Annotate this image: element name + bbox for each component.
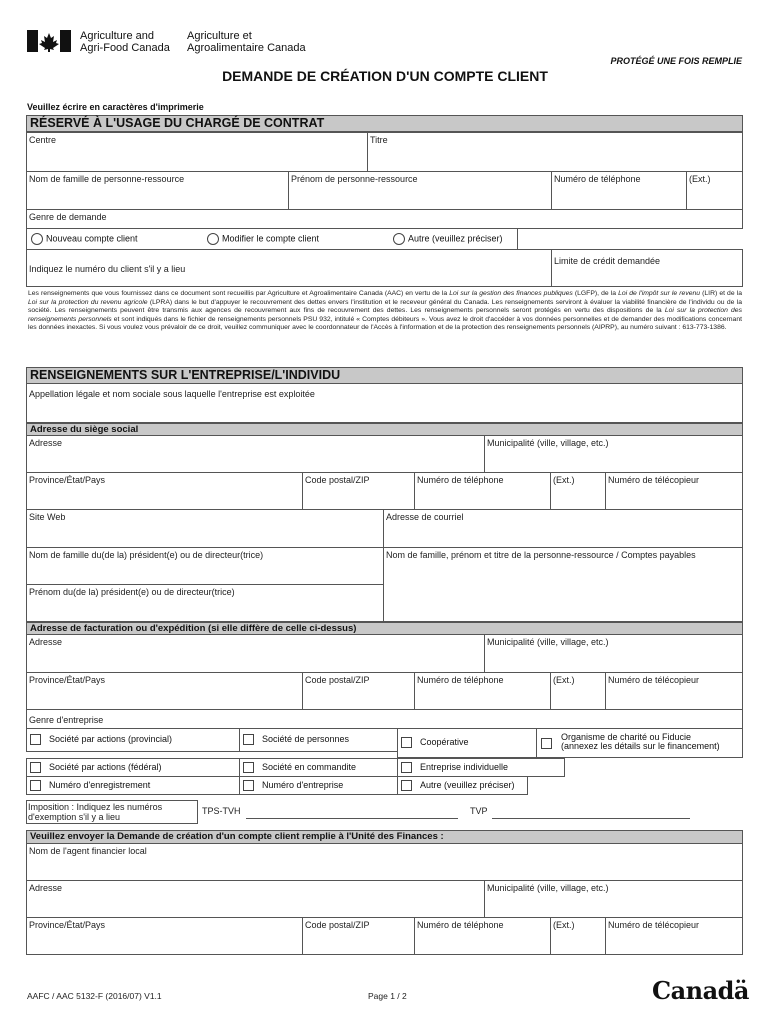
titre-label: Titre (370, 135, 388, 145)
fin-address-label: Adresse (29, 883, 63, 893)
client-number-label: Indiquez le numéro du client s'il y a lieu (29, 264, 186, 274)
privacy-text-1: Les renseignements que vous fournissez dans ce document sont recueillis par Agriculture et Agroalimentaire Canada (AAC) en vertu de la (28, 290, 450, 297)
bill-phone-field[interactable] (414, 672, 551, 710)
privacy-law-3: Loi sur la protection du revenu agricole (28, 298, 148, 306)
privacy-text-4: (LPRA) dans le but d'appuyer le recouvrement des dettes envers l'institution et le receveur général du Canada. Les renseignements serviront à évaluer la viabilité financière de l'individu ou de la société. Les renseignements peuvent être transmis aux agences de recouvrement aux fins de recouvrement des dettes. Les renseignements personnels seront protégés en vertu des dispositions de la (28, 298, 742, 315)
radio-icon[interactable] (31, 233, 43, 245)
bill-fax-field[interactable] (605, 672, 743, 710)
fin-fax-label: Numéro de télécopieur (608, 920, 700, 930)
privacy-text-5: et sont indiqués dans le fichier de renseignements personnels PSU 932, intitulé « Comptes débiteurs ». Vous avez le droit d'accéder à vos données personnelles et de demander des modifications concernant les données inexactes. Si vous voulez vous prévaloir de ce droit, veuillez communiquer avec le coordonnateur de l'Accès à l'information et de la protection des renseignements personnels (AIPRP), au numéro suivant : 613-773-1386. (28, 315, 742, 332)
checkbox-icon[interactable] (541, 738, 552, 749)
contact-lastname-field[interactable] (26, 171, 289, 210)
contact-lastname-label: Nom de famille de personne-ressource (29, 174, 185, 184)
fin-address-field[interactable] (26, 880, 485, 918)
fin-municipality-field[interactable] (484, 880, 743, 918)
bill-address-field[interactable] (26, 634, 485, 673)
section-business-title: RENSEIGNEMENTS SUR L'ENTREPRISE/L'INDIVIDU (26, 367, 743, 384)
agency-en-line2: Agri-Food Canada (80, 42, 170, 54)
privacy-text-2: (LGFP), de la (572, 290, 619, 297)
fin-municipality-label: Municipalité (ville, village, etc.) (487, 883, 609, 893)
ho-fax-label: Numéro de télécopieur (608, 475, 700, 485)
canada-flag-icon (27, 30, 71, 52)
privacy-law-2: Loi de l'impôt sur le revenu (618, 290, 701, 297)
tax-exemption-line1: Imposition : Indiquez les numéros (28, 802, 163, 812)
bill-fax-label: Numéro de télécopieur (608, 675, 700, 685)
fin-fax-field[interactable] (605, 917, 743, 955)
option-organisme-line1: Organisme de charité ou Fiducie (561, 732, 692, 742)
section-reserved-title: RÉSERVÉ À L'USAGE DU CHARGÉ DE CONTRAT (26, 115, 743, 132)
gst-hst-label: TPS-TVH (202, 806, 241, 816)
option-autre-entreprise: Autre (veuillez préciser) (420, 780, 515, 790)
credit-limit-label: Limite de crédit demandée (554, 256, 661, 266)
form-identifier: AAFC / AAC 5132-F (2016/07) V1.1 (27, 991, 162, 1001)
checkbox-icon[interactable] (401, 780, 412, 791)
checkbox-icon[interactable] (401, 762, 412, 773)
fin-province-field[interactable] (26, 917, 303, 955)
option-sap-federal: Société par actions (fédéral) (49, 762, 162, 772)
ho-ext-field[interactable] (550, 472, 606, 510)
business-type-label: Genre d'entreprise (29, 715, 104, 725)
bill-ext-label: (Ext.) (553, 675, 575, 685)
ho-phone-label: Numéro de téléphone (417, 475, 504, 485)
checkbox-icon[interactable] (401, 737, 412, 748)
fin-ext-field[interactable] (550, 917, 606, 955)
option-modifier[interactable] (207, 233, 319, 245)
pst-input[interactable] (492, 818, 690, 819)
pst-label: TVP (470, 806, 488, 816)
billing-address-title: Adresse de facturation ou d'expédition (si elle diffère de celle ci-dessus) (26, 622, 743, 635)
fin-postal-field[interactable] (302, 917, 415, 955)
agency-name-en (80, 30, 170, 54)
contact-firstname-field[interactable] (288, 171, 552, 210)
titre-field[interactable] (367, 132, 743, 172)
credit-limit-field[interactable] (551, 249, 743, 287)
contact-ext-field[interactable] (686, 171, 743, 210)
option-commandite: Société en commandite (262, 762, 357, 772)
option-enregistrement: Numéro d'enregistrement (49, 780, 151, 790)
bill-address-label: Adresse (29, 637, 63, 647)
email-field[interactable] (383, 509, 743, 548)
president-firstname-field[interactable] (26, 584, 384, 622)
finance-agent-field[interactable] (26, 843, 743, 881)
agency-en-line1: Agriculture and (80, 30, 154, 42)
agency-fr-line1: Agriculture et (187, 30, 252, 42)
privacy-law-1: Loi sur la gestion des finances publiques (449, 290, 573, 297)
ho-address-field[interactable] (26, 435, 485, 473)
email-label: Adresse de courriel (386, 512, 464, 522)
legal-name-field[interactable] (26, 383, 743, 423)
option-autre-label: Autre (veuillez préciser) (408, 233, 503, 244)
fin-postal-label: Code postal/ZIP (305, 920, 370, 930)
send-to-title: Veuillez envoyer la Demande de création d'un compte client remplie à l'Unité des Finances : (26, 830, 743, 844)
ho-postal-label: Code postal/ZIP (305, 475, 370, 485)
radio-icon[interactable] (393, 233, 405, 245)
option-individuelle: Entreprise individuelle (420, 762, 509, 772)
request-type-label: Genre de demande (29, 212, 107, 222)
finance-agent-label: Nom de l'agent financier local (29, 846, 147, 856)
option-modifier-label: Modifier le compte client (222, 233, 320, 244)
gst-hst-input[interactable] (246, 818, 458, 819)
ho-province-label: Province/État/Pays (29, 475, 106, 485)
option-cooperative: Coopérative (420, 737, 469, 747)
fin-phone-field[interactable] (414, 917, 551, 955)
option-organisme-line2: (annexez les détails sur le financement) (561, 741, 720, 751)
ho-ext-label: (Ext.) (553, 475, 575, 485)
bill-province-label: Province/État/Pays (29, 675, 106, 685)
checkbox-icon[interactable] (30, 762, 41, 773)
checkbox-icon[interactable] (30, 780, 41, 791)
contact-firstname-label: Prénom de personne-ressource (291, 174, 418, 184)
payables-contact-field[interactable] (383, 547, 743, 622)
business-type-row (26, 709, 743, 729)
legal-name-label: Appellation légale et nom sociale sous laquelle l'entreprise est exploitée (29, 389, 315, 399)
radio-icon[interactable] (207, 233, 219, 245)
bill-postal-field[interactable] (302, 672, 415, 710)
canada-wordmark: Canadä (652, 976, 749, 1005)
request-type-row (26, 209, 743, 229)
agency-name-fr (187, 30, 306, 54)
payables-contact-label: Nom de famille, prénom et titre de la personne-ressource / Comptes payables (386, 550, 696, 560)
protected-label: PROTÉGÉ UNE FOIS REMPLIE (610, 56, 742, 66)
form-title: DEMANDE DE CRÉATION D'UN COMPTE CLIENT (222, 68, 548, 84)
contact-ext-label: (Ext.) (689, 174, 711, 184)
bill-municipality-label: Municipalité (ville, village, etc.) (487, 637, 609, 647)
contact-phone-label: Numéro de téléphone (554, 174, 641, 184)
ho-phone-field[interactable] (414, 472, 551, 510)
bill-postal-label: Code postal/ZIP (305, 675, 370, 685)
centre-label: Centre (29, 135, 57, 145)
privacy-law-4: Loi sur la protection des renseignements personnels (28, 307, 742, 323)
checkbox-icon[interactable] (243, 734, 254, 745)
centre-field[interactable] (26, 132, 368, 172)
bill-ext-field[interactable] (550, 672, 606, 710)
print-instruction: Veuillez écrire en caractères d'imprimerie (27, 102, 204, 112)
page-number: Page 1 / 2 (368, 991, 407, 1001)
president-firstname-label: Prénom du(de la) président(e) ou de directeur(trice) (29, 587, 235, 597)
option-num-entreprise: Numéro d'entreprise (262, 780, 344, 790)
checkbox-icon[interactable] (243, 780, 254, 791)
option-autre[interactable] (393, 233, 503, 245)
head-office-title: Adresse du siège social (26, 423, 743, 436)
fin-ext-label: (Ext.) (553, 920, 575, 930)
checkbox-icon[interactable] (30, 734, 41, 745)
ho-municipality-field[interactable] (484, 435, 743, 473)
ho-province-field[interactable] (26, 472, 303, 510)
checkbox-icon[interactable] (243, 762, 254, 773)
contact-phone-field[interactable] (551, 171, 687, 210)
ho-fax-field[interactable] (605, 472, 743, 510)
bill-province-field[interactable] (26, 672, 303, 710)
tax-exemption-line2: d'exemption s'il y a lieu (28, 812, 120, 822)
president-lastname-label: Nom de famille du(de la) président(e) ou de directeur(trice) (29, 550, 264, 560)
client-number-field[interactable] (26, 249, 552, 287)
ho-municipality-label: Municipalité (ville, village, etc.) (487, 438, 609, 448)
agency-fr-line2: Agroalimentaire Canada (187, 42, 306, 54)
option-nouveau[interactable] (31, 233, 138, 245)
ho-address-label: Adresse (29, 438, 63, 448)
fin-phone-label: Numéro de téléphone (417, 920, 504, 930)
bill-municipality-field[interactable] (484, 634, 743, 673)
president-lastname-field[interactable] (26, 547, 384, 585)
bill-phone-label: Numéro de téléphone (417, 675, 504, 685)
option-nouveau-label: Nouveau compte client (46, 233, 138, 244)
option-sap-provincial: Société par actions (provincial) (49, 734, 173, 744)
ho-postal-field[interactable] (302, 472, 415, 510)
fin-province-label: Province/État/Pays (29, 920, 106, 930)
website-label: Site Web (29, 512, 66, 522)
website-field[interactable] (26, 509, 384, 548)
privacy-notice (28, 290, 742, 333)
option-societe-personnes: Société de personnes (262, 734, 350, 744)
privacy-text-3: (LIR) et de la (700, 290, 742, 297)
